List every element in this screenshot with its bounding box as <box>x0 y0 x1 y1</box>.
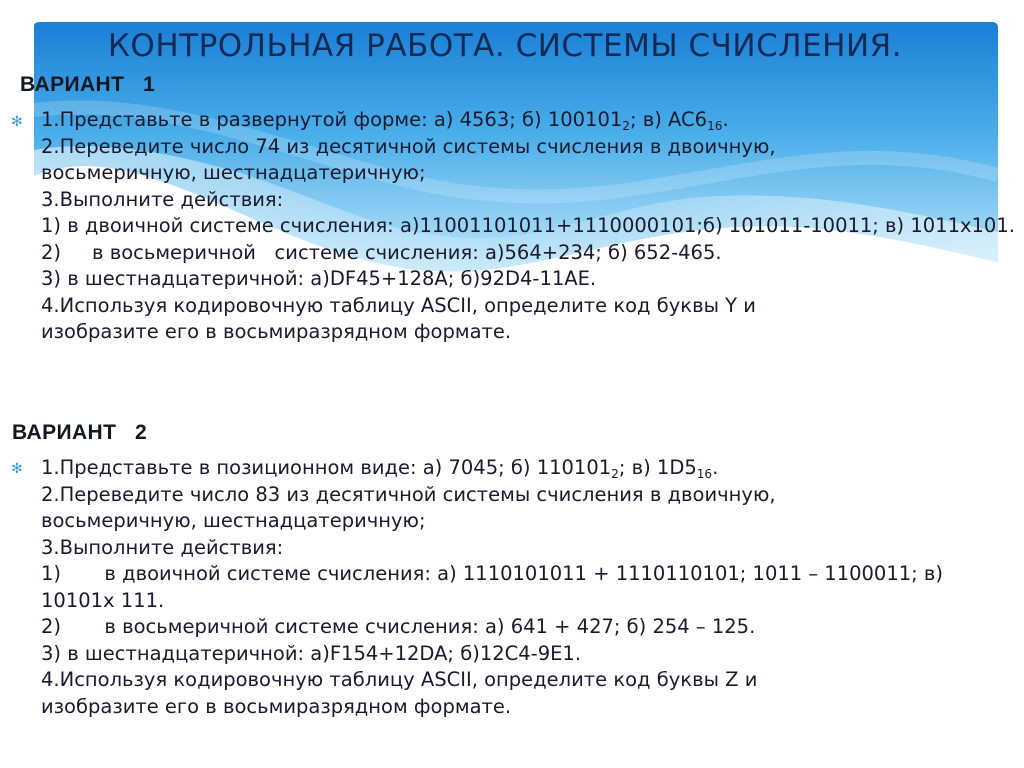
asterisk-bullet-icon: ✻ <box>11 461 23 477</box>
variant-2-task-2-line-2: восьмеричную, шестнадцатеричную; <box>41 509 426 532</box>
variant-2-task-3-3: 3) в шестнадцатеричной: а)F154+12DA; б)12C4-9E1. <box>41 641 582 665</box>
variant-2-task-3-2: 2) в восьмеричной системе счисления: а) 641 + 427; б) 254 – 125. <box>41 615 756 638</box>
variant-2-task-2-line-1: 2.Переведите число 83 из десятичной системы счисления в двоичную, <box>41 482 776 506</box>
variant-1-task-2-line-2: восьмеричную, шестнадцатеричную; <box>41 161 426 184</box>
variant-1-task-1: 1.Представьте в развернутой форме: а) 4563; б) $100101_2$; в) $AC6_{16}$. <box>41 108 729 134</box>
variant-2-task-4-line-1: 4.Используя кодировочную таблицу ASCII, определите код буквы Z и <box>41 668 758 691</box>
variant-1-task-4-line-2: изобразите его в восьмиразрядном формате. <box>41 320 512 343</box>
variant-1-heading: ВАРИАНТ 1 <box>20 73 156 96</box>
variant-1-task-3: 3.Выполните действия: <box>41 187 284 211</box>
variant-2-tasks <box>41 455 1016 720</box>
asterisk-bullet-icon: ✻ <box>11 114 23 130</box>
slide-title: КОНТРОЛЬНАЯ РАБОТА. СИСТЕМЫ СЧИСЛЕНИЯ. <box>107 28 903 64</box>
variant-2-task-3-1: 1) в двоичной системе счисления: а) 1110101011 + 1110110101; 1011 – 1100011; в) 10101х 111. <box>41 562 950 612</box>
variant-2-task-4-line-2: изобразите его в восьмиразрядном формате. <box>41 694 512 718</box>
variant-2-heading: ВАРИАНТ 2 <box>12 421 148 444</box>
variant-2-task-3: 3.Выполните действия: <box>41 535 284 559</box>
variant-1-task-4-line-1: 4.Используя кодировочную таблицу ASCII, определите код буквы Y и <box>41 293 756 317</box>
variant-1-task-2-line-1: 2.Переведите число 74 из десятичной системы счисления в двоичную, <box>41 134 776 158</box>
variant-1-tasks <box>41 107 1016 346</box>
variant-1-task-3-1: 1) в двоичной системе счисления: а)11001101011+1110000101;б) 101011-10011; в) 1011х101. <box>41 214 1015 237</box>
variant-2-task-1: 1.Представьте в позиционном виде: а) 7045; б) $110101_2$; в) $1D5_{16}$. <box>41 456 719 482</box>
variant-1-task-3-2: 2) в восьмеричной системе счисления: а)564+234; б) 652-465. <box>41 240 722 264</box>
variant-1-task-3-3: 3) в шестнадцатеричной: а)DF45+128A; б)92D4-11AE. <box>41 267 597 290</box>
